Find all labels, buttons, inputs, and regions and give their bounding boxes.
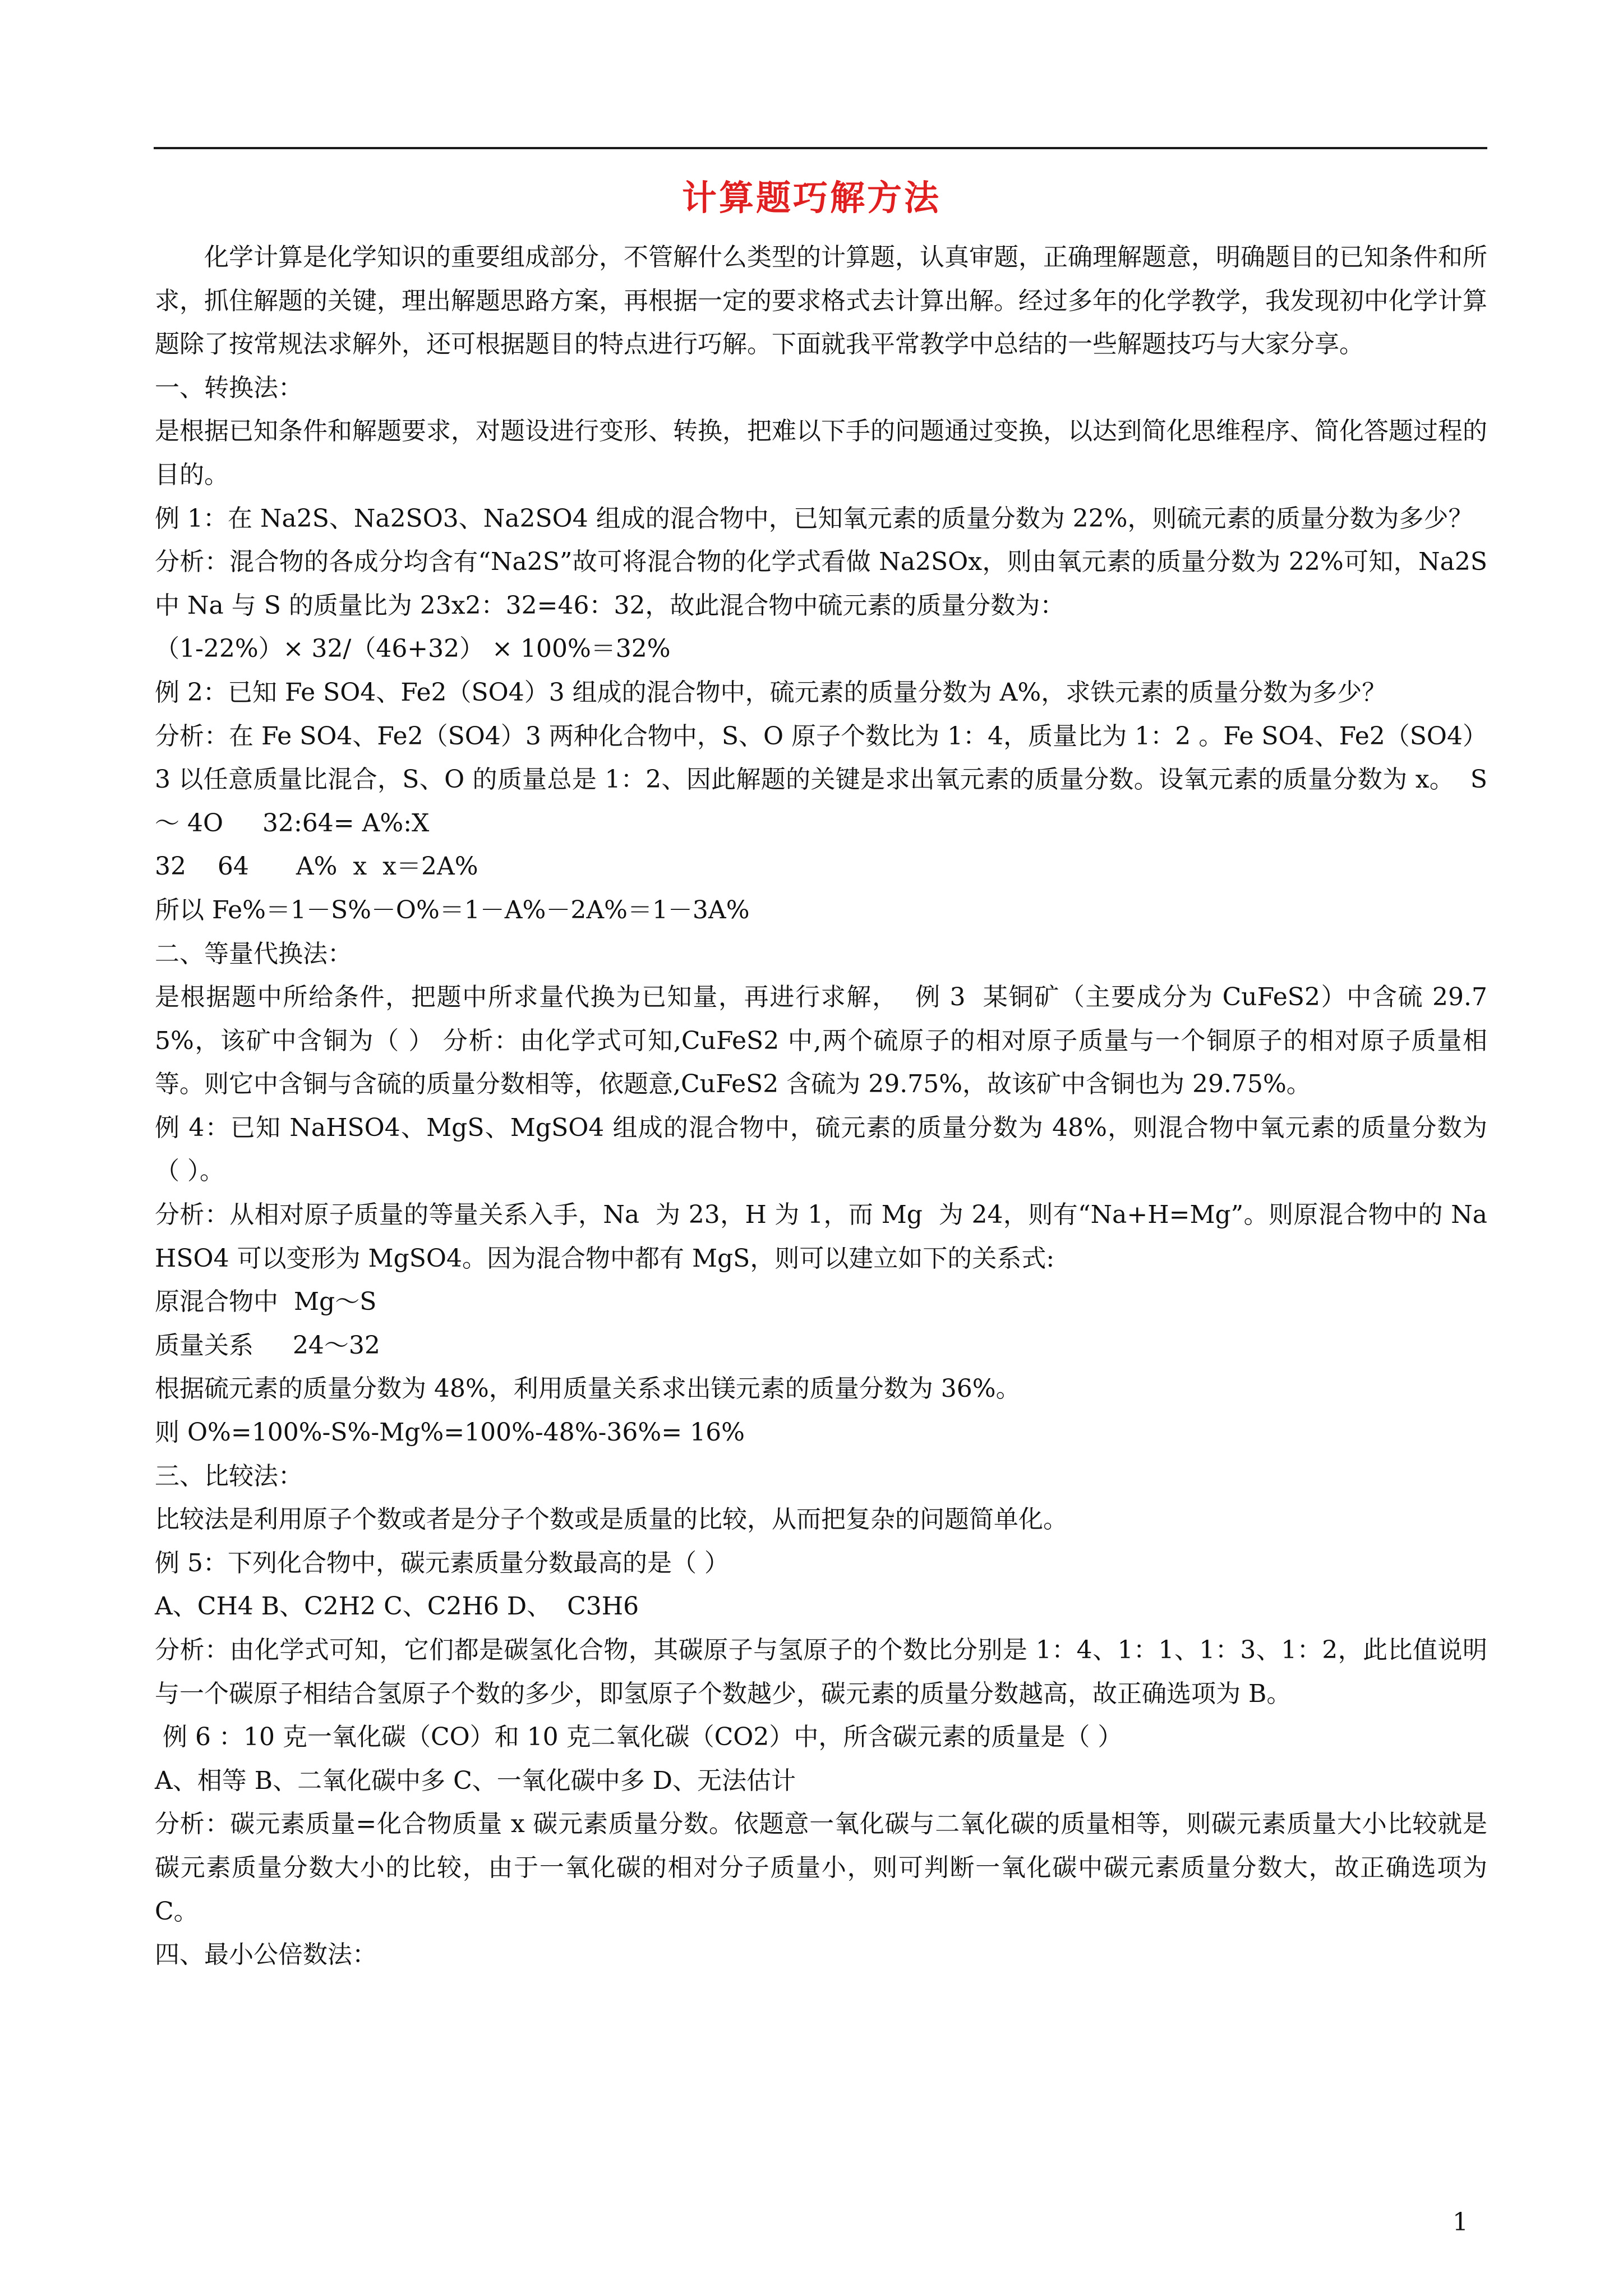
example-4-derivation: 根据硫元素的质量分数为 48%，利用质量关系求出镁元素的质量分数为 36%。 xyxy=(155,1374,1021,1404)
example-2-result: 所以 Fe%＝1－S%－O%＝1－A%－2A%＝1－3A% xyxy=(155,895,750,924)
section-heading-3: 三、比较法： xyxy=(155,1461,303,1490)
section-heading-1: 一、转换法： xyxy=(155,373,303,402)
section-2-description: 是根据题中所给条件，把题中所求量代换为已知量，再进行求解， 例 3 某铜矿（主要成分为 CuFeS2）中含硫 29.75%，该矿中含铜为（ ） 分析：由化学式可知,CuFeS2 中,两个硫原子的相对原子质量与一个铜原子的相对原子质量相等。则它中含铜与含硫的质量分数相等，依题意,CuFeS2 含硫为 29.75%，故该矿中含铜也为 29.75%。 xyxy=(155,983,1487,1099)
example-2-working: 32 64 A% x x＝2A% xyxy=(155,852,478,881)
intro-paragraph: 化学计算是化学知识的重要组成部分，不管解什么类型的计算题，认真审题，正确理解题意，明确题目的已知条件和所求，抓住解题的关键，理出解题思路方案，再根据一定的要求格式去计算出解。经过多年的化学教学，我发现初中化学计算题除了按常规法求解外，还可根据题目的特点进行巧解。下面就我平常教学中总结的一些解题技巧与大家分享。 xyxy=(155,243,1487,359)
example-5-analysis: 分析：由化学式可知，它们都是碳氢化合物，其碳原子与氢原子的个数比分别是 1：4、1：1、1：3、1：2，此比值说明与一个碳原子相结合氢原子个数的多少，即氢原子个数越少，碳元素的质量分数越高，故正确选项为 B。 xyxy=(155,1636,1487,1708)
section-1-description: 是根据已知条件和解题要求，对题设进行变形、转换，把难以下手的问题通过变换，以达到简化思维程序、简化答题过程的目的。 xyxy=(155,417,1487,489)
example-4-analysis: 分析：从相对原子质量的等量关系入手，Na 为 23，H 为 1，而 Mg 为 24，则有“Na+H=Mg”。则原混合物中的 NaHSO4 可以变形为 MgSO4。因为混合物中都有 MgS，则可以建立如下的关系式: xyxy=(155,1200,1487,1273)
example-5-question: 例 5：下列化合物中，碳元素质量分数最高的是（ ） xyxy=(155,1548,729,1577)
document-body xyxy=(155,236,1503,1977)
example-4-question: 例 4：已知 NaHSO4、MgS、MgSO4 组成的混合物中，硫元素的质量分数为 48%，则混合物中氧元素的质量分数为 （ ）。 xyxy=(155,1113,1503,1186)
example-1-formula: （1-22%）× 32/（46+32） × 100%＝32% xyxy=(155,634,671,664)
header-rule xyxy=(154,147,1487,149)
section-heading-2: 二、等量代换法： xyxy=(155,939,352,968)
page-title: 计算题巧解方法 xyxy=(681,177,941,218)
example-5-options: A、CH4 B、C2H2 C、C2H6 D、 C3H6 xyxy=(155,1592,639,1621)
example-1-question: 例 1：在 Na2S、Na2SO3、Na2SO4 组成的混合物中，已知氧元素的质量分数为 22%，则硫元素的质量分数为多少？ xyxy=(155,504,1473,533)
page-number: 1 xyxy=(1453,2208,1468,2237)
example-2-question: 例 2：已知 Fe SO4、Fe2（SO4）3 组成的混合物中，硫元素的质量分数为 A%，求铁元素的质量分数为多少？ xyxy=(155,678,1387,707)
example-6-question: 例 6 ：10 克一氧化碳（CO）和 10 克二氧化碳（CO2）中，所含碳元素的质量是（ ） xyxy=(155,1723,1123,1752)
example-1-analysis: 分析：混合物的各成分均含有“Na2S”故可将混合物的化学式看做 Na2SOx，则由氧元素的质量分数为 22%可知，Na2S 中 Na 与 S 的质量比为 23x2：32=46：32，故此混合物中硫元素的质量分数为： xyxy=(155,547,1495,620)
example-4-result: 则 O%=100%-S%-Mg%=100%-48%-36%= 16% xyxy=(155,1418,745,1447)
example-4-relation: 原混合物中 Mg～S xyxy=(155,1287,377,1317)
section-3-description: 比较法是利用原子个数或者是分子个数或是质量的比较，从而把复杂的问题简单化。 xyxy=(155,1505,1068,1534)
example-6-analysis: 分析：碳元素质量=化合物质量 x 碳元素质量分数。依题意一氧化碳与二氧化碳的质量相等，则碳元素质量大小比较就是碳元素质量分数大小的比较，由于一氧化碳的相对分子质量小，则可判断一氧化碳中碳元素质量分数大，故正确选项为 C。 xyxy=(155,1810,1495,1926)
example-2-analysis: 分析：在 Fe SO4、Fe2（SO4）3 两种化合物中，S、O 原子个数比为 1：4，质量比为 1：2 。Fe SO4、Fe2（SO4）3 以任意质量比混合，S、O 的质量总是 1：2、因此解题的关键是求出氧元素的质量分数。设氧元素的质量分数为 x。 S ～ 4O 32:64= A%:X xyxy=(155,721,1495,838)
section-heading-4: 四、最小公倍数法： xyxy=(155,1940,377,1970)
example-4-mass-relation: 质量关系 24～32 xyxy=(155,1331,380,1360)
example-6-options: A、相等 B、二氧化碳中多 C、一氧化碳中多 D、无法估计 xyxy=(155,1766,796,1795)
